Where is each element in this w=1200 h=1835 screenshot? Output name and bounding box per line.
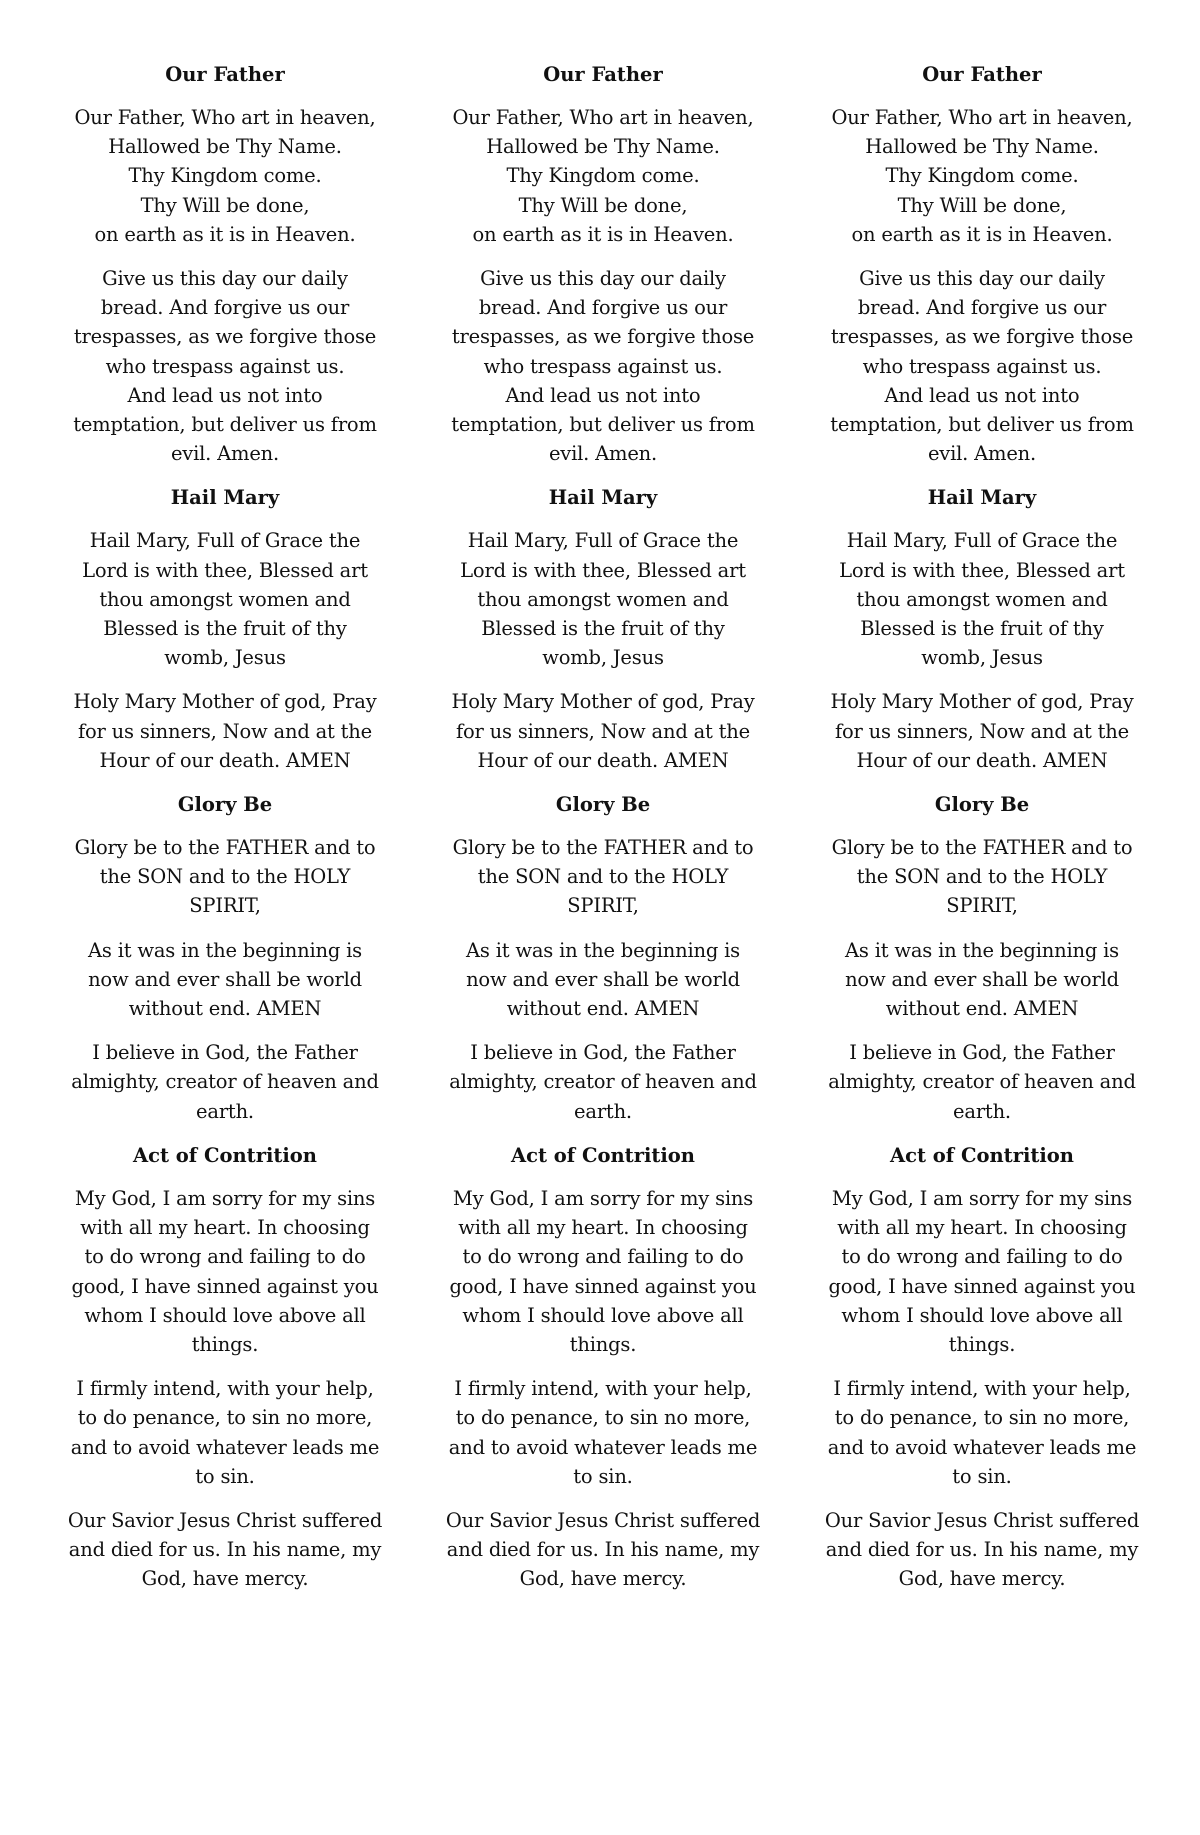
prayer-line: womb, Jesus: [164, 646, 286, 670]
prayer-line: As it was in the beginning is: [88, 938, 362, 962]
prayer-title: Hail Mary: [548, 486, 658, 510]
prayer-line: Thy Will be done,: [518, 193, 688, 217]
prayer-paragraph: [65, 1374, 385, 1491]
prayer-line: and died for us. In his name, my: [825, 1538, 1139, 1562]
prayer-line: good, I have sinned against you: [71, 1274, 379, 1298]
prayer-section-our-father: [822, 60, 1142, 468]
prayer-line: now and ever shall be world: [88, 967, 362, 991]
prayer-line: for us sinners, Now and at the: [455, 719, 751, 743]
prayer-paragraph: [443, 687, 763, 775]
prayer-paragraph: [443, 264, 763, 468]
prayer-line: whom I should love above all: [84, 1303, 366, 1327]
prayer-paragraph: [65, 264, 385, 468]
prayer-line: bread. And forgive us our: [478, 296, 728, 320]
prayer-line: I firmly intend, with your help,: [76, 1377, 374, 1401]
prayer-line: to do penance, to sin no more,: [455, 1406, 751, 1430]
prayer-line: the SON and to the HOLY: [856, 865, 1108, 889]
prayer-line: Lord is with thee, Blessed art: [82, 558, 368, 582]
prayer-line: God, have mercy.: [141, 1567, 309, 1591]
prayer-line: Hail Mary, Full of Grace the: [467, 529, 739, 553]
prayer-paragraph: [822, 1506, 1142, 1594]
prayer-paragraph: [822, 526, 1142, 672]
prayer-line: without end. AMEN: [885, 997, 1079, 1021]
prayer-line: Blessed is the fruit of thy: [103, 617, 347, 641]
prayer-paragraph: [443, 833, 763, 921]
prayer-paragraph: [443, 936, 763, 1024]
prayer-line: Hallowed be Thy Name.: [486, 135, 720, 159]
prayer-line: with all my heart. In choosing: [458, 1216, 748, 1240]
prayer-line: with all my heart. In choosing: [80, 1216, 370, 1240]
prayer-line: trespasses, as we forgive those: [451, 325, 755, 349]
prayer-line: Give us this day our daily: [102, 267, 348, 291]
prayer-column-1: [65, 60, 385, 1609]
prayer-line: Lord is with thee, Blessed art: [460, 558, 746, 582]
prayer-title: Our Father: [922, 63, 1042, 86]
prayer-paragraph: [443, 1374, 763, 1491]
prayer-line: whom I should love above all: [462, 1303, 744, 1327]
prayer-line: and died for us. In his name, my: [68, 1538, 382, 1562]
prayer-line: earth.: [196, 1099, 254, 1123]
prayer-line: Glory be to the FATHER and to: [74, 836, 376, 860]
prayer-line: SPIRIT,: [946, 894, 1018, 918]
prayer-line: Blessed is the fruit of thy: [860, 617, 1104, 641]
prayer-line: and died for us. In his name, my: [446, 1538, 760, 1562]
prayer-line: who trespass against us.: [483, 354, 723, 378]
prayer-line: and to avoid whatever leads me: [827, 1435, 1137, 1459]
prayer-line: on earth as it is in Heaven.: [851, 222, 1113, 246]
prayer-line: Hallowed be Thy Name.: [108, 135, 342, 159]
prayer-line: things.: [569, 1332, 637, 1356]
prayer-line: Thy Kingdom come.: [885, 164, 1079, 188]
prayer-line: And lead us not into: [127, 383, 323, 407]
prayer-paragraph: [822, 833, 1142, 921]
prayer-line: Hour of our death. AMEN: [856, 748, 1108, 772]
prayer-line: God, have mercy.: [898, 1567, 1066, 1591]
prayer-line: Blessed is the fruit of thy: [481, 617, 725, 641]
prayer-line: almighty, creator of heaven and: [71, 1070, 379, 1094]
prayer-line: for us sinners, Now and at the: [77, 719, 373, 743]
prayer-line: for us sinners, Now and at the: [834, 719, 1130, 743]
prayer-paragraph: [443, 1184, 763, 1359]
prayer-line: and to avoid whatever leads me: [70, 1435, 380, 1459]
prayer-line: Our Father, Who art in heaven,: [831, 106, 1133, 129]
prayer-line: temptation, but deliver us from: [451, 413, 755, 437]
prayer-line: good, I have sinned against you: [449, 1274, 757, 1298]
prayer-paragraph: [822, 936, 1142, 1024]
prayer-line: thou amongst women and: [856, 587, 1108, 611]
prayer-line: to do penance, to sin no more,: [834, 1406, 1130, 1430]
prayer-section-act-of-contrition: [822, 1141, 1142, 1594]
prayer-section-hail-mary: [65, 483, 385, 775]
prayer-line: and to avoid whatever leads me: [448, 1435, 758, 1459]
prayer-paragraph: [65, 833, 385, 921]
prayer-title: Our Father: [165, 63, 285, 86]
prayer-title: Glory Be: [934, 793, 1030, 817]
prayer-line: My God, I am sorry for my sins: [452, 1186, 754, 1210]
prayer-paragraph: [65, 526, 385, 672]
prayer-line: womb, Jesus: [921, 646, 1043, 670]
prayer-section-glory-be: [822, 790, 1142, 1126]
prayer-paragraph: [65, 103, 385, 249]
prayer-paragraph: [65, 1506, 385, 1594]
prayer-line: to sin.: [573, 1464, 633, 1488]
prayer-line: Give us this day our daily: [859, 267, 1105, 291]
prayer-section-our-father: [443, 60, 763, 468]
prayer-card-sheet: [0, 60, 1200, 1760]
prayer-line: evil. Amen.: [170, 442, 280, 466]
prayer-line: who trespass against us.: [105, 354, 345, 378]
prayer-line: Hour of our death. AMEN: [477, 748, 729, 772]
prayer-line: Give us this day our daily: [480, 267, 726, 291]
prayer-line: whom I should love above all: [841, 1303, 1123, 1327]
prayer-line: Thy Will be done,: [897, 193, 1067, 217]
prayer-line: Thy Kingdom come.: [128, 164, 322, 188]
prayer-line: Our Savior Jesus Christ suffered: [67, 1508, 383, 1532]
prayer-paragraph: [443, 1038, 763, 1126]
prayer-line: temptation, but deliver us from: [830, 413, 1134, 437]
prayer-section-glory-be: [443, 790, 763, 1126]
prayer-line: Holy Mary Mother of god, Pray: [830, 690, 1134, 714]
prayer-line: to do wrong and failing to do: [841, 1245, 1123, 1269]
prayer-line: I firmly intend, with your help,: [833, 1377, 1131, 1401]
prayer-title: Hail Mary: [170, 486, 280, 510]
prayer-paragraph: [443, 1506, 763, 1594]
prayer-title: Hail Mary: [927, 486, 1037, 510]
prayer-title: Glory Be: [177, 793, 273, 817]
prayer-paragraph: [822, 1184, 1142, 1359]
prayer-title: Act of Contrition: [133, 1143, 317, 1167]
prayer-line: And lead us not into: [505, 383, 701, 407]
prayer-line: without end. AMEN: [506, 997, 700, 1021]
prayer-paragraph: [822, 687, 1142, 775]
prayer-line: to do wrong and failing to do: [84, 1245, 366, 1269]
prayer-line: evil. Amen.: [548, 442, 658, 466]
prayer-line: on earth as it is in Heaven.: [94, 222, 356, 246]
prayer-line: bread. And forgive us our: [100, 296, 350, 320]
prayer-line: Holy Mary Mother of god, Pray: [73, 690, 377, 714]
prayer-line: Our Savior Jesus Christ suffered: [445, 1508, 761, 1532]
prayer-line: Hail Mary, Full of Grace the: [89, 529, 361, 553]
prayer-line: I firmly intend, with your help,: [454, 1377, 752, 1401]
prayer-title: Act of Contrition: [890, 1143, 1074, 1167]
prayer-paragraph: [65, 1038, 385, 1126]
prayer-line: And lead us not into: [884, 383, 1080, 407]
prayer-line: earth.: [953, 1099, 1011, 1123]
prayer-line: Glory be to the FATHER and to: [452, 836, 754, 860]
prayer-line: the SON and to the HOLY: [477, 865, 729, 889]
prayer-line: I believe in God, the Father: [470, 1041, 736, 1065]
prayer-line: As it was in the beginning is: [845, 938, 1119, 962]
prayer-line: Thy Will be done,: [140, 193, 310, 217]
prayer-paragraph: [65, 936, 385, 1024]
prayer-paragraph: [65, 1184, 385, 1359]
prayer-paragraph: [822, 264, 1142, 468]
prayer-line: now and ever shall be world: [466, 967, 740, 991]
prayer-paragraph: [443, 526, 763, 672]
prayer-title: Our Father: [543, 63, 663, 86]
prayer-line: I believe in God, the Father: [92, 1041, 358, 1065]
prayer-line: almighty, creator of heaven and: [449, 1070, 757, 1094]
prayer-line: the SON and to the HOLY: [99, 865, 351, 889]
prayer-line: without end. AMEN: [128, 997, 322, 1021]
prayer-line: who trespass against us.: [862, 354, 1102, 378]
prayer-line: womb, Jesus: [542, 646, 664, 670]
prayer-line: Our Savior Jesus Christ suffered: [824, 1508, 1140, 1532]
prayer-line: trespasses, as we forgive those: [73, 325, 377, 349]
prayer-line: bread. And forgive us our: [857, 296, 1107, 320]
prayer-line: almighty, creator of heaven and: [828, 1070, 1136, 1094]
prayer-paragraph: [65, 687, 385, 775]
prayer-line: with all my heart. In choosing: [837, 1216, 1127, 1240]
prayer-line: thou amongst women and: [99, 587, 351, 611]
prayer-paragraph: [822, 103, 1142, 249]
prayer-line: Hour of our death. AMEN: [99, 748, 351, 772]
prayer-line: Hallowed be Thy Name.: [865, 135, 1099, 159]
prayer-line: to sin.: [195, 1464, 255, 1488]
prayer-line: to sin.: [952, 1464, 1012, 1488]
prayer-paragraph: [822, 1038, 1142, 1126]
prayer-title: Glory Be: [555, 793, 651, 817]
prayer-line: trespasses, as we forgive those: [830, 325, 1134, 349]
prayer-line: temptation, but deliver us from: [73, 413, 377, 437]
prayer-line: thou amongst women and: [477, 587, 729, 611]
prayer-line: As it was in the beginning is: [466, 938, 740, 962]
prayer-line: to do penance, to sin no more,: [77, 1406, 373, 1430]
prayer-paragraph: [443, 103, 763, 249]
prayer-section-hail-mary: [443, 483, 763, 775]
prayer-line: God, have mercy.: [519, 1567, 687, 1591]
prayer-column-3: [822, 60, 1142, 1609]
prayer-line: things.: [948, 1332, 1016, 1356]
prayer-line: SPIRIT,: [567, 894, 639, 918]
prayer-line: evil. Amen.: [927, 442, 1037, 466]
prayer-section-act-of-contrition: [65, 1141, 385, 1594]
prayer-line: good, I have sinned against you: [828, 1274, 1136, 1298]
prayer-line: My God, I am sorry for my sins: [831, 1186, 1133, 1210]
prayer-section-glory-be: [65, 790, 385, 1126]
prayer-line: Glory be to the FATHER and to: [831, 836, 1133, 860]
prayer-line: SPIRIT,: [189, 894, 261, 918]
prayer-line: Thy Kingdom come.: [506, 164, 700, 188]
prayer-title: Act of Contrition: [511, 1143, 695, 1167]
prayer-line: earth.: [574, 1099, 632, 1123]
prayer-line: Holy Mary Mother of god, Pray: [451, 690, 755, 714]
prayer-column-2: [443, 60, 763, 1609]
prayer-line: My God, I am sorry for my sins: [74, 1186, 376, 1210]
prayer-section-hail-mary: [822, 483, 1142, 775]
prayer-line: Lord is with thee, Blessed art: [839, 558, 1125, 582]
prayer-line: to do wrong and failing to do: [462, 1245, 744, 1269]
prayer-line: I believe in God, the Father: [849, 1041, 1115, 1065]
prayer-section-act-of-contrition: [443, 1141, 763, 1594]
prayer-line: now and ever shall be world: [845, 967, 1119, 991]
prayer-section-our-father: [65, 60, 385, 468]
prayer-paragraph: [822, 1374, 1142, 1491]
prayer-line: things.: [191, 1332, 259, 1356]
prayer-line: Hail Mary, Full of Grace the: [846, 529, 1118, 553]
prayer-line: Our Father, Who art in heaven,: [452, 106, 754, 129]
prayer-line: on earth as it is in Heaven.: [472, 222, 734, 246]
prayer-line: Our Father, Who art in heaven,: [74, 106, 376, 129]
